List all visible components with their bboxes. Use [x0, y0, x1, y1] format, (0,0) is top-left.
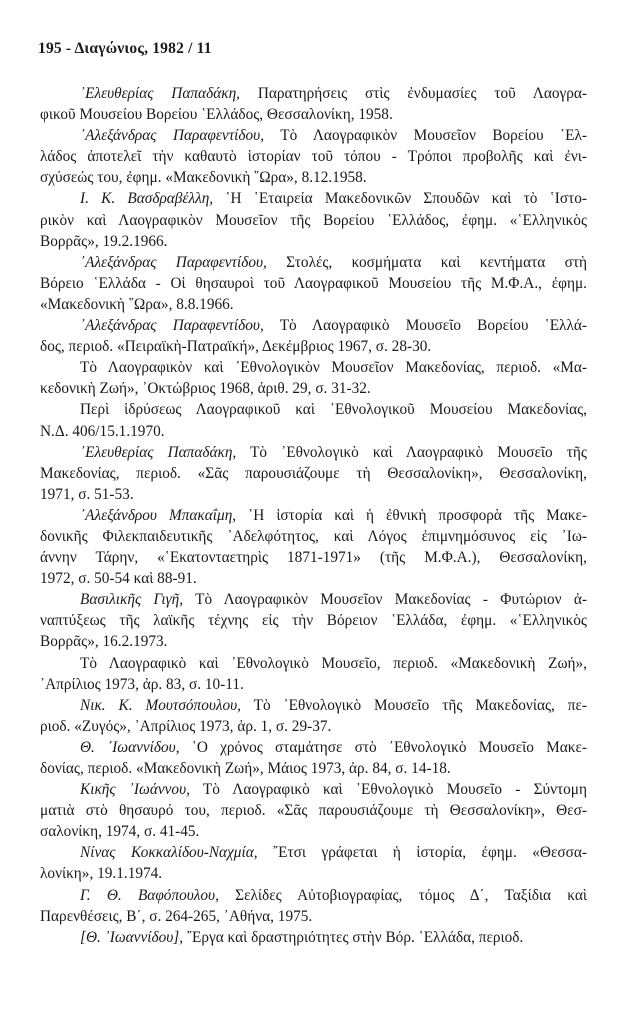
entry-line: [40, 273, 587, 294]
entry-text: ῎Εργα καὶ δραστηριότητες στὴν Βόρ. ῾Ελλάδα, περιοδ.: [183, 928, 524, 946]
entry-line: [40, 863, 587, 884]
entry-text: «Μακεδονικὴ ῞Ωρα», 8.8.1966.: [40, 295, 234, 313]
bibliography-entry: [40, 442, 587, 505]
bibliography-entry: [40, 653, 587, 695]
entry-text: ῾Η ῾Εταιρεία Μακεδονικῶν Σπουδῶν καὶ τὸ ῾Ιστο-: [213, 190, 587, 208]
entry-author: ᾿Αλεξάνδρας Παραφεντίδου,: [80, 253, 267, 271]
entry-text: κεδονικὴ Ζωή», ᾿Οκτώβριος 1968, ἀριθ. 29, σ. 31-32.: [40, 380, 371, 398]
entry-text: 1971, σ. 51-53.: [40, 485, 134, 503]
entry-line: [40, 674, 587, 695]
entry-text: Στολές, κοσμήματα καὶ κεντήματα στὴ: [266, 253, 587, 271]
entry-line: [40, 378, 587, 399]
entry-text: Βορρᾶς», 16.2.1973.: [40, 633, 168, 651]
entry-line: [40, 526, 587, 547]
entry-author: ᾿Ελευθερίας Παπαδάκη,: [80, 85, 240, 102]
entry-line: [40, 779, 587, 800]
bibliography-entry: [40, 927, 587, 948]
entry-text: Τὸ Λαογραφικὸν Μουσεῖον Μακεδονίας - Φυτώριον ἀ-: [183, 591, 587, 609]
entry-line: [40, 252, 587, 273]
entry-text: Παρενθέσεις, Β΄, σ. 264-265, ᾿Αθήνα, 1975.: [40, 907, 313, 925]
entry-text: ῾Η ἱστορία καὶ ἡ ἐθνικὴ προσφορὰ τῆς Μακε-: [236, 506, 587, 524]
entry-line: [40, 568, 587, 589]
entry-line: [40, 463, 587, 484]
entry-line: [40, 357, 587, 378]
entry-text: άννην Τάρην, «῾Εκατονταετηρὶς 1871-1971» (τῆς Μ.Φ.Α.), Θεσσαλονίκη,: [40, 549, 587, 567]
bibliography-entry: [40, 505, 587, 589]
entry-text: Βόρειο ῾Ελλάδα - Οἱ θησαυροὶ τοῦ Λαογραφικοῦ Μουσείου τῆς Μ.Φ.Α., ἐφημ.: [40, 274, 587, 292]
entry-line: [40, 294, 587, 315]
bibliography-entry: [40, 842, 587, 884]
entry-line: [40, 885, 587, 906]
bibliography-entry: [40, 188, 587, 251]
entry-author: ᾿Αλεξάνδρας Παραφεντίδου,: [80, 317, 264, 335]
entry-text: ναπτύξεως τῆς λαϊκῆς τέχνης εἰς τὴν Βόρειον ῾Ελλάδα, ἐφημ. «῾Ελληνικὸς: [40, 612, 587, 630]
bibliography-entry: [40, 779, 587, 842]
entry-text: ρικὸν καὶ Λαογραφικὸν Μουσεῖον τῆς Βορείου ῾Ελλάδος, ἐφημ. «῾Ελληνικὸς: [40, 211, 587, 229]
entry-author: Βασιλικῆς Γιγῆ,: [80, 591, 184, 609]
bibliography-entry: [40, 357, 587, 399]
entry-text: Μακεδονίας, περιοδ. «Σᾶς παρουσιάζουμε τὴ Θεσσαλονίκη», Θεσσαλονίκη,: [40, 464, 587, 482]
entry-line: [40, 610, 587, 631]
entry-line: [40, 842, 587, 863]
entry-line: [40, 737, 587, 758]
entry-line: [40, 589, 587, 610]
bibliography-list: [40, 83, 587, 948]
entry-line: [40, 484, 587, 505]
entry-text: Ν.Δ. 406/15.1.1970.: [40, 422, 165, 440]
entry-line: [40, 442, 587, 463]
entry-text: Τὸ ᾿Εθνολογικὸ Μουσεῖο τῆς Μακεδονίας, πε-: [241, 696, 588, 714]
entry-line: [40, 800, 587, 821]
entry-text: Τὸ Λαογραφικὸ Μουσεῖο Βορείου ῾Ελλά-: [263, 317, 587, 335]
entry-line: [40, 695, 587, 716]
entry-text: Περὶ ἱδρύσεως Λαογραφικοῦ καὶ ᾿Εθνολογικοῦ Μουσείου Μακεδονίας,: [80, 401, 587, 419]
entry-line: [40, 125, 587, 146]
entry-line: [40, 188, 587, 209]
entry-text: σαλονίκη, 1974, σ. 41-45.: [40, 823, 200, 841]
entry-text: φικοῦ Μουσείου Βορείου ῾Ελλάδος, Θεσσαλονίκη, 1958.: [40, 106, 393, 124]
entry-line: [40, 505, 587, 526]
entry-text: δονικῆς Φιλεκπαιδευτικῆς ᾿Αδελφότητος, καὶ Λόγος ἐπιμνημόσυνος εἰς ᾿Ιω-: [40, 527, 587, 545]
entry-line: [40, 315, 587, 336]
bibliography-entry: [40, 125, 587, 188]
entry-line: [40, 906, 587, 927]
entry-text: Σελίδες Αὐτοβιογραφίας, τόμος Δ΄, Ταξίδια καὶ: [218, 886, 587, 904]
bibliography-entry: [40, 885, 587, 927]
bibliography-entry: [40, 737, 587, 779]
entry-text: Τὸ Λαογραφικὸ καὶ ᾿Εθνολογικὸ Μουσεῖο, περιοδ. «Μακεδονικὴ Ζωή»,: [80, 654, 587, 672]
entry-line: [40, 399, 587, 420]
entry-text: ᾿Απρίλιος 1973, ἀρ. 83, σ. 10-11.: [40, 675, 244, 693]
entry-line: [40, 83, 587, 104]
entry-text: 1972, σ. 50-54 καὶ 88-91.: [40, 570, 197, 588]
entry-line: [40, 653, 587, 674]
entry-line: [40, 758, 587, 779]
entry-line: [40, 210, 587, 231]
entry-line: [40, 336, 587, 357]
entry-line: [40, 547, 587, 568]
entry-author: Νίνας Κοκκαλίδου-Ναχμία,: [80, 844, 258, 862]
entry-text: Τὸ Λαογραφικὸ καὶ ᾿Εθνολογικὸ Μουσεῖο - Σύντομη: [189, 781, 587, 799]
entry-text: ῎Ετσι γράφεται ἡ ἱστορία, ἐφημ. «Θεσσα-: [257, 844, 588, 862]
entry-author: ᾿Αλεξάνδρας Παραφεντίδου,: [80, 127, 265, 145]
bibliography-entry: [40, 399, 587, 441]
entry-author: Γ. Θ. Βαφόπουλου,: [80, 886, 219, 904]
entry-text: Τὸ ᾿Εθνολογικὸ καὶ Λαογραφικὸ Μουσεῖο τῆς: [236, 443, 587, 461]
entry-text: δος, περιοδ. «Πειραϊκὴ-Πατραϊκή», Δεκέμβριος 1967, σ. 28-30.: [40, 338, 432, 356]
entry-line: [40, 231, 587, 252]
entry-text: λονίκη», 19.1.1974.: [40, 865, 163, 883]
entry-author: Ι. Κ. Βασδραβέλλη,: [80, 190, 214, 208]
bibliography-entry: [40, 252, 587, 315]
entry-author: [Θ. ᾿Ιωαννίδου],: [80, 928, 184, 946]
entry-line: [40, 716, 587, 737]
entry-line: [40, 421, 587, 442]
entry-text: ματιὰ στὸ θησαυρό του, περιοδ. «Σᾶς παρουσιάζουμε τὴ Θεσσαλονίκη», Θεσ-: [40, 802, 587, 820]
entry-text: Βορρᾶς», 19.2.1966.: [40, 232, 168, 250]
entry-text: Παρατηρήσεις στὶς ἐνδυμασίες τοῦ Λαογρα-: [239, 85, 587, 102]
entry-line: [40, 927, 587, 948]
entry-line: [40, 631, 587, 652]
entry-text: Τὸ Λαογραφικὸν Μουσεῖον Βορείου ῾Ελ-: [264, 127, 587, 145]
entry-text: δονίας, περιοδ. «Μακεδονικὴ Ζωή», Μάιος 1973, ἀρ. 84, σ. 14-18.: [40, 760, 451, 777]
bibliography-entry: [40, 589, 587, 652]
entry-text: σχύσεώς του, ἐφημ. «Μακεδονικὴ ῞Ωρα», 8.12.1958.: [40, 169, 367, 187]
bibliography-entry: [40, 83, 587, 125]
entry-line: [40, 146, 587, 167]
entry-author: Νικ. Κ. Μουτσόπουλου,: [80, 696, 241, 714]
entry-line: [40, 104, 587, 125]
page-header: 195 - Διαγώνιος, 1982 / 11: [38, 40, 212, 57]
entry-text: ριοδ. «Ζυγός», ᾿Απρίλιος 1973, ἀρ. 1, σ. 29-37.: [40, 717, 332, 735]
bibliography-entry: [40, 695, 587, 737]
entry-text: Τὸ Λαογραφικὸν καὶ ᾿Εθνολογικὸν Μουσεῖον Μακεδονίας, περιοδ. «Μα-: [80, 359, 587, 377]
entry-author: ᾿Αλεξάνδρου Μπακαΐμη,: [80, 506, 237, 524]
entry-text: ῾Ο χρόνος σταμάτησε στὸ ᾿Εθνολογικὸ Μουσεῖο Μακε-: [179, 738, 587, 756]
entry-author: Κικῆς ᾿Ιωάννου,: [80, 781, 190, 799]
bibliography-entry: [40, 315, 587, 357]
entry-author: Θ. ᾿Ιωαννίδου,: [80, 738, 180, 756]
entry-text: λάδος ἀποτελεῖ τὴν καθαυτὸ ἱστορίαν τοῦ τόπου - Τρόποι προβολῆς καὶ ἐνι-: [40, 148, 587, 166]
entry-line: [40, 821, 587, 842]
entry-line: [40, 167, 587, 188]
entry-author: ᾿Ελευθερίας Παπαδάκη,: [80, 443, 237, 461]
